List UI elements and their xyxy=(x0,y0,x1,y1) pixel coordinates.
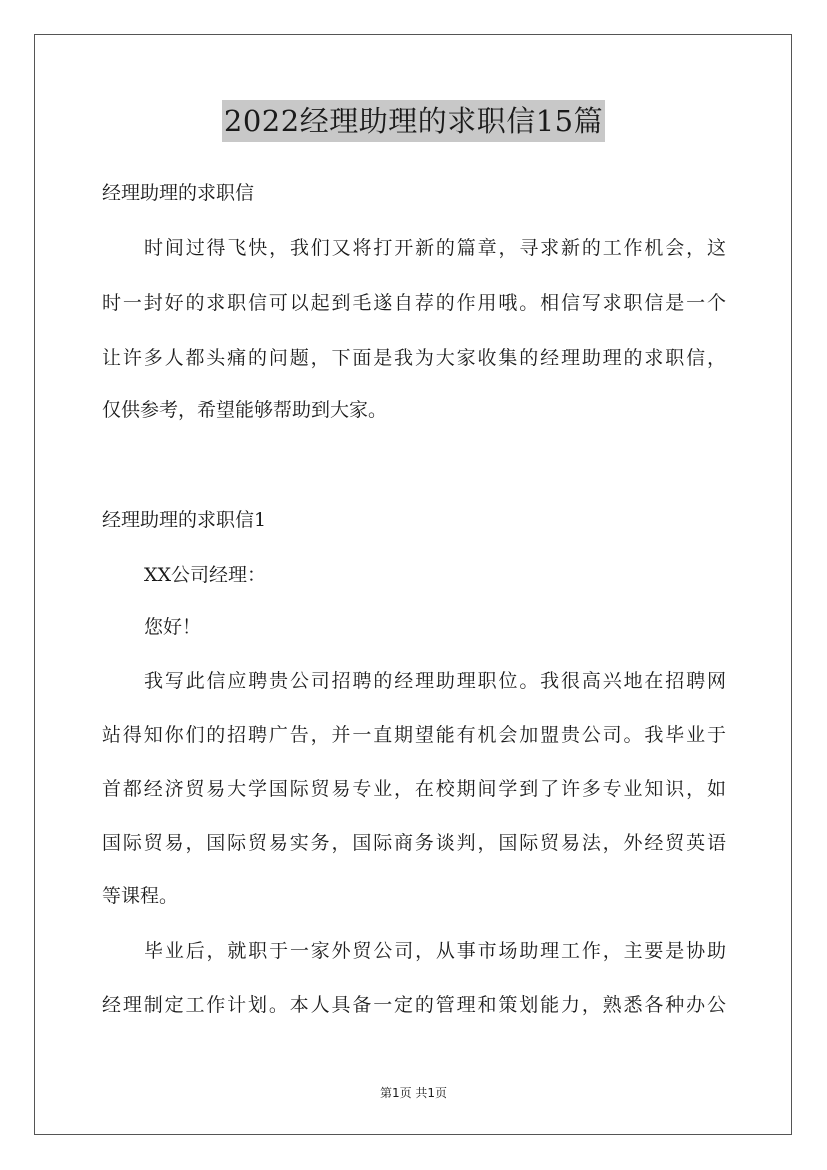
paragraph1-line-2: 站得知你们的招聘广告，并一直期望能有机会加盟贵公司。我毕业于 xyxy=(102,724,726,746)
title-container xyxy=(0,100,827,142)
document-heading: 经理助理的求职信 xyxy=(102,182,255,204)
salutation: XX公司经理： xyxy=(144,564,267,586)
section-heading: 经理助理的求职信1 xyxy=(102,509,267,531)
intro-line-2: 时一封好的求职信可以起到毛遂自荐的作用哦。相信写求职信是一个 xyxy=(102,292,726,314)
paragraph1-line-1: 我写此信应聘贵公司招聘的经理助理职位。我很高兴地在招聘网 xyxy=(144,670,726,692)
paragraph1-line-4: 国际贸易，国际贸易实务，国际商务谈判，国际贸易法，外经贸英语 xyxy=(102,832,726,854)
paragraph1-line-3: 首都经济贸易大学国际贸易专业，在校期间学到了许多专业知识，如 xyxy=(102,778,726,800)
page-footer: 第1页 共1页 xyxy=(379,1086,448,1100)
intro-line-3: 让许多人都头痛的问题，下面是我为大家收集的经理助理的求职信， xyxy=(102,347,726,369)
greeting: 您好！ xyxy=(144,616,202,638)
paragraph2-line-1: 毕业后，就职于一家外贸公司，从事市场助理工作，主要是协助 xyxy=(144,940,726,962)
paragraph1-line-5: 等课程。 xyxy=(102,885,179,907)
intro-line-4: 仅供参考，希望能够帮助到大家。 xyxy=(102,399,388,421)
paragraph2-line-2: 经理制定工作计划。本人具备一定的管理和策划能力，熟悉各种办公 xyxy=(102,994,726,1016)
document-title: 2022经理助理的求职信15篇 xyxy=(222,100,605,142)
intro-line-1: 时间过得飞快，我们又将打开新的篇章，寻求新的工作机会，这 xyxy=(144,237,726,259)
